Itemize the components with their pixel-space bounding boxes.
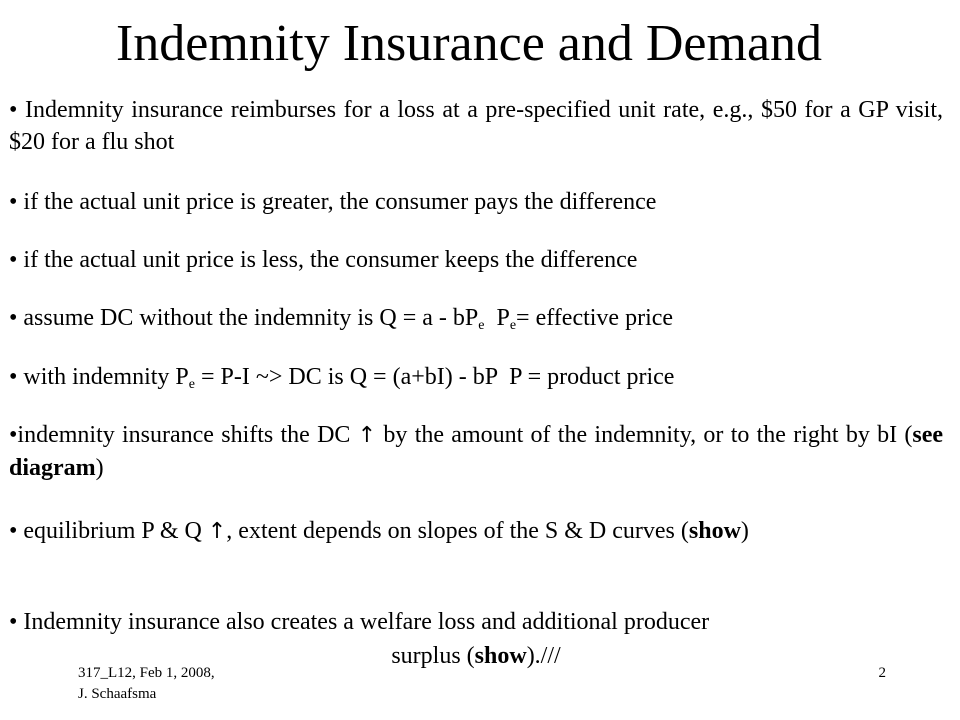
bullet-text-part: P: [484, 305, 510, 331]
bullet-text-part: with indemnity P: [23, 364, 189, 390]
bullet-text-part: surplus (: [391, 643, 475, 669]
subscript: e: [188, 377, 195, 392]
bold-text: show: [688, 518, 741, 544]
bullet-text-part: , extent depends on slopes of the S & D curves (: [226, 518, 689, 544]
bullet-marker: •: [9, 305, 18, 331]
subscript: e: [509, 318, 517, 333]
bullet-text-part: assume DC without the indemnity is Q = a - bP: [23, 305, 479, 331]
bullet-text-part: = P-I ~> DC is Q = (a+bI) - bP P = product price: [194, 364, 675, 390]
bullet-text-part: equilibrium P & Q: [23, 518, 208, 544]
bullet-welfare-loss: [9, 606, 943, 638]
bullet-marker: •: [9, 247, 18, 273]
bullet-indemnity-definition: [9, 94, 943, 158]
bullet-text-part: ): [740, 518, 749, 544]
bullet-demand-curve-assumption: [9, 302, 943, 334]
page-number: 2: [878, 665, 886, 681]
bullet-marker: •: [9, 364, 18, 390]
bullet-text-part: Indemnity insurance also creates a welfare loss and additional producer: [23, 609, 710, 635]
bullet-equilibrium: [9, 515, 943, 548]
bullet-marker: •: [9, 422, 18, 448]
bold-text: see diagram: [9, 422, 944, 481]
footer-author-line: J. Schaafsma: [78, 686, 157, 702]
bullet-text: if the actual unit price is greater, the consumer pays the difference: [23, 189, 657, 215]
bullet-marker: •: [9, 609, 18, 635]
bullet-text-part: ).///: [526, 643, 561, 669]
bold-text: show: [474, 643, 527, 669]
footer-course-line: 317_L12, Feb 1, 2008,: [78, 665, 215, 681]
bullet-price-less: [9, 244, 943, 276]
up-arrow-icon: ↑: [207, 519, 227, 544]
bullet-text: if the actual unit price is less, the consumer keeps the difference: [23, 247, 638, 273]
slide-title: Indemnity Insurance and Demand: [115, 15, 823, 72]
subscript: e: [478, 318, 485, 333]
bullet-with-indemnity: [9, 361, 943, 393]
bullet-marker: •: [9, 97, 18, 123]
bullet-price-greater: [9, 186, 943, 218]
bullet-text: Indemnity insurance reimburses for a loss at a pre-specified unit rate, e.g., $50 for a GP visit, $20 for a flu shot: [9, 97, 943, 155]
bullet-text-part: ): [95, 455, 104, 481]
up-arrow-icon: ↑: [357, 423, 377, 448]
bullet-marker: •: [9, 518, 18, 544]
bullet-text-part: indemnity insurance shifts the DC: [17, 422, 358, 448]
footer-course-info: [78, 663, 278, 705]
bullet-text-part: by the amount of the indemnity, or to the right by bI (: [376, 422, 913, 448]
bullet-marker: •: [9, 189, 18, 215]
bullet-demand-shift: [9, 419, 943, 484]
bullet-text-part: = effective price: [516, 305, 674, 331]
